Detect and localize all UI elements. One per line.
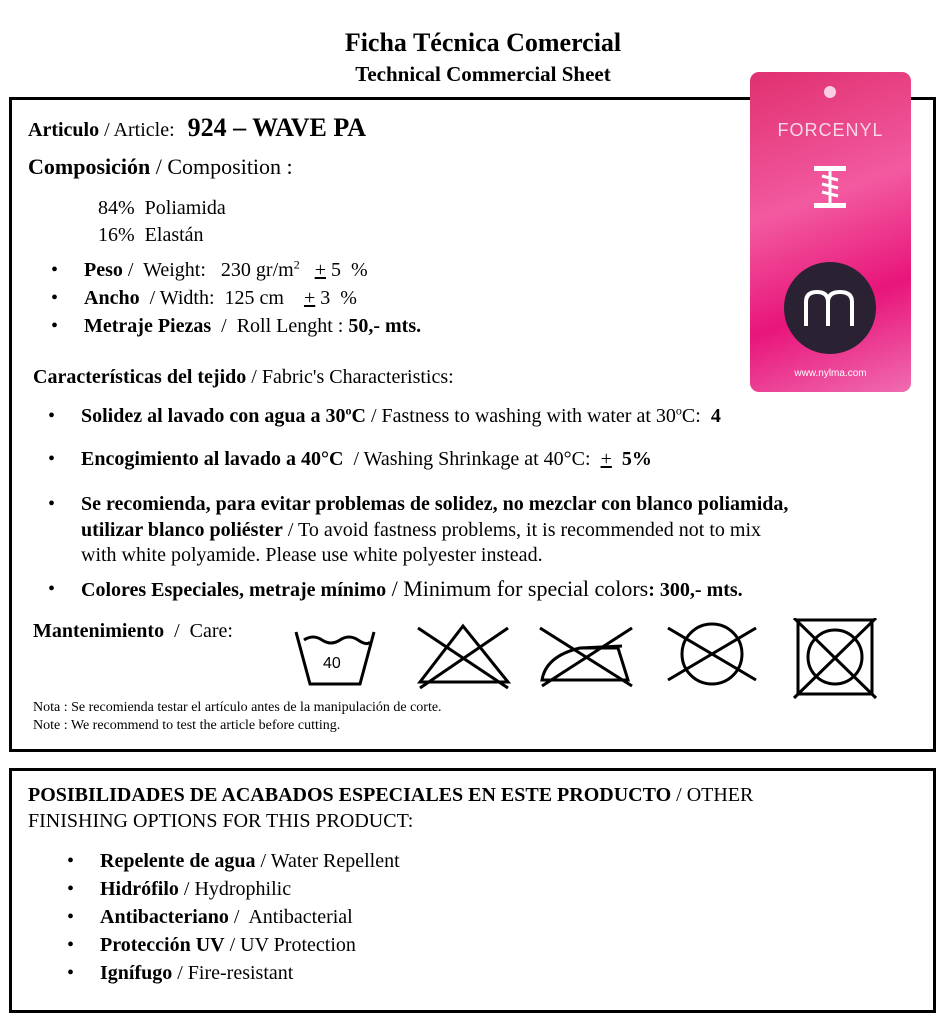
thread-spool-icon: [810, 162, 850, 212]
special-en: / Minimum for special colors: [386, 576, 649, 601]
roll-label-en: / Roll Lenght :: [211, 315, 349, 337]
width-label-en: / Width: 125 cm: [139, 287, 304, 309]
finishing-item-es: Ignífugo: [100, 962, 173, 984]
width-tolerance: 3 %: [315, 287, 357, 309]
recommend-es-line1: Se recomienda, para evitar problemas de solidez, no mezclar con blanco poliamida,: [81, 493, 789, 515]
shrinkage-en: / Washing Shrinkage at 40°C:: [343, 448, 601, 470]
fastness-en: / Fastness to washing with water at 30: [365, 405, 676, 427]
fastness-item: [81, 404, 721, 428]
page-title: Ficha Técnica Comercial: [344, 28, 622, 57]
fastness-es-sup: o: [345, 403, 352, 418]
weight-unit-sup: 2: [293, 257, 300, 272]
width-label-es: Ancho: [84, 287, 140, 309]
special-value: : 300,- mts.: [648, 579, 743, 601]
finishing-title-es: POSIBILIDADES DE ACABADOS ESPECIALES EN ESTE PRODUCTO: [28, 784, 672, 806]
recommend-line2: [81, 518, 761, 542]
characteristics-heading: [33, 365, 454, 389]
care-label-en: / Care:: [164, 620, 233, 642]
brand-hang-tag: [750, 72, 911, 392]
finishing-item: [100, 877, 291, 901]
shrinkage-value: 5%: [611, 448, 652, 470]
characteristics-label-es: Características del tejido: [33, 366, 247, 388]
spec-roll: [84, 314, 421, 338]
finishing-title: [28, 783, 753, 807]
weight-tolerance-sign: +: [314, 259, 326, 281]
finishing-item-es: Antibacteriano: [100, 906, 229, 928]
shrinkage-sign: +: [600, 448, 612, 470]
finishing-item-en: / Hydrophilic: [178, 878, 292, 900]
recommend-item: [81, 492, 788, 516]
article-label-es: Articulo: [28, 119, 100, 141]
finishing-item-en: / UV Protection: [224, 934, 356, 956]
composition-row: [28, 155, 293, 179]
roll-label-es: Metraje Piezas: [84, 315, 212, 337]
composition-label-es: Composición: [28, 154, 151, 179]
finishing-title-en-2: FINISHING OPTIONS FOR THIS PRODUCT:: [28, 810, 414, 832]
recommend-es-line2: utilizar blanco poliéster: [81, 519, 283, 541]
fastness-en-sup: o: [675, 403, 682, 418]
care-label-es: Mantenimiento: [33, 620, 165, 642]
finishing-item-es: Protección UV: [100, 934, 225, 956]
no-tumble-dry-icon: [794, 618, 876, 698]
care-symbols: [290, 618, 890, 700]
recommend-line3: [81, 543, 543, 567]
tag-hole: [824, 86, 836, 98]
fastness-value: 4: [710, 405, 721, 427]
article-value: 924 – WAVE PA: [187, 113, 367, 142]
weight-tolerance: 5 %: [325, 259, 368, 281]
finishing-item-en: / Antibacterial: [228, 906, 353, 928]
note-es: Nota : Se recomienda testar el artículo antes de la manipulación de corte.: [33, 700, 442, 715]
finishing-item: [100, 849, 400, 873]
finishing-item: [100, 933, 356, 957]
composition-material: Elastán: [144, 224, 204, 246]
finishing-item-en: / Water Repellent: [255, 850, 400, 872]
wash-40-icon: [296, 632, 374, 684]
composition-material: Poliamida: [144, 197, 226, 219]
weight-label-en: / Weight: 230 gr/m: [122, 259, 294, 281]
spec-width: [84, 286, 357, 310]
recommend-en-line2: / To avoid fastness problems, it is recommended not to mix: [282, 519, 762, 541]
article-label-en: / Article:: [99, 119, 175, 141]
finishing-item-es: Repelente de agua: [100, 850, 256, 872]
tag-url: www.nylma.com: [794, 368, 867, 379]
special-es: Colores Especiales, metraje mínimo: [81, 579, 387, 601]
finishing-item: [100, 961, 293, 985]
note-en: Note : We recommend to test the article before cutting.: [33, 718, 341, 733]
wash-temp-label: 40: [323, 655, 341, 672]
shrinkage-item: [81, 447, 652, 471]
nylma-logo: [784, 262, 876, 354]
shrinkage-es: Encogimiento al lavado a 40°C: [81, 448, 344, 470]
no-iron-icon: [540, 628, 632, 686]
weight-label-es: Peso: [84, 259, 123, 281]
finishing-item-es: Hidrófilo: [100, 878, 179, 900]
care-heading: [33, 619, 233, 643]
fastness-es-unit: C: [351, 405, 366, 427]
fastness-en-unit: C:: [681, 405, 711, 427]
width-tolerance-sign: +: [303, 287, 316, 309]
fastness-es: Solidez al lavado con agua a 30: [81, 405, 346, 427]
composition-percent: 84%: [98, 197, 135, 219]
characteristics-label-en: / Fabric's Characteristics:: [246, 366, 454, 388]
no-dry-clean-icon: [668, 624, 756, 684]
spec-weight: [84, 258, 368, 282]
article-row: [28, 113, 367, 142]
composition-percent: 16%: [98, 224, 135, 246]
no-bleach-icon: [418, 626, 508, 688]
recommend-en-line3: with white polyamide. Please use white polyester instead.: [81, 544, 543, 566]
finishing-title-en-1: / OTHER: [671, 784, 754, 806]
finishing-item-en: / Fire-resistant: [172, 962, 294, 984]
composition-item: [98, 196, 226, 220]
page-subtitle: Technical Commercial Sheet: [355, 62, 611, 86]
composition-item: [98, 223, 204, 247]
tag-brand-logo: FORCENYL: [777, 120, 884, 140]
finishing-item: [100, 905, 353, 929]
nylma-m-icon: [784, 262, 876, 354]
roll-value: 50,- mts.: [348, 315, 422, 337]
composition-label-en: / Composition :: [150, 154, 293, 179]
special-colors-item: [81, 577, 743, 602]
